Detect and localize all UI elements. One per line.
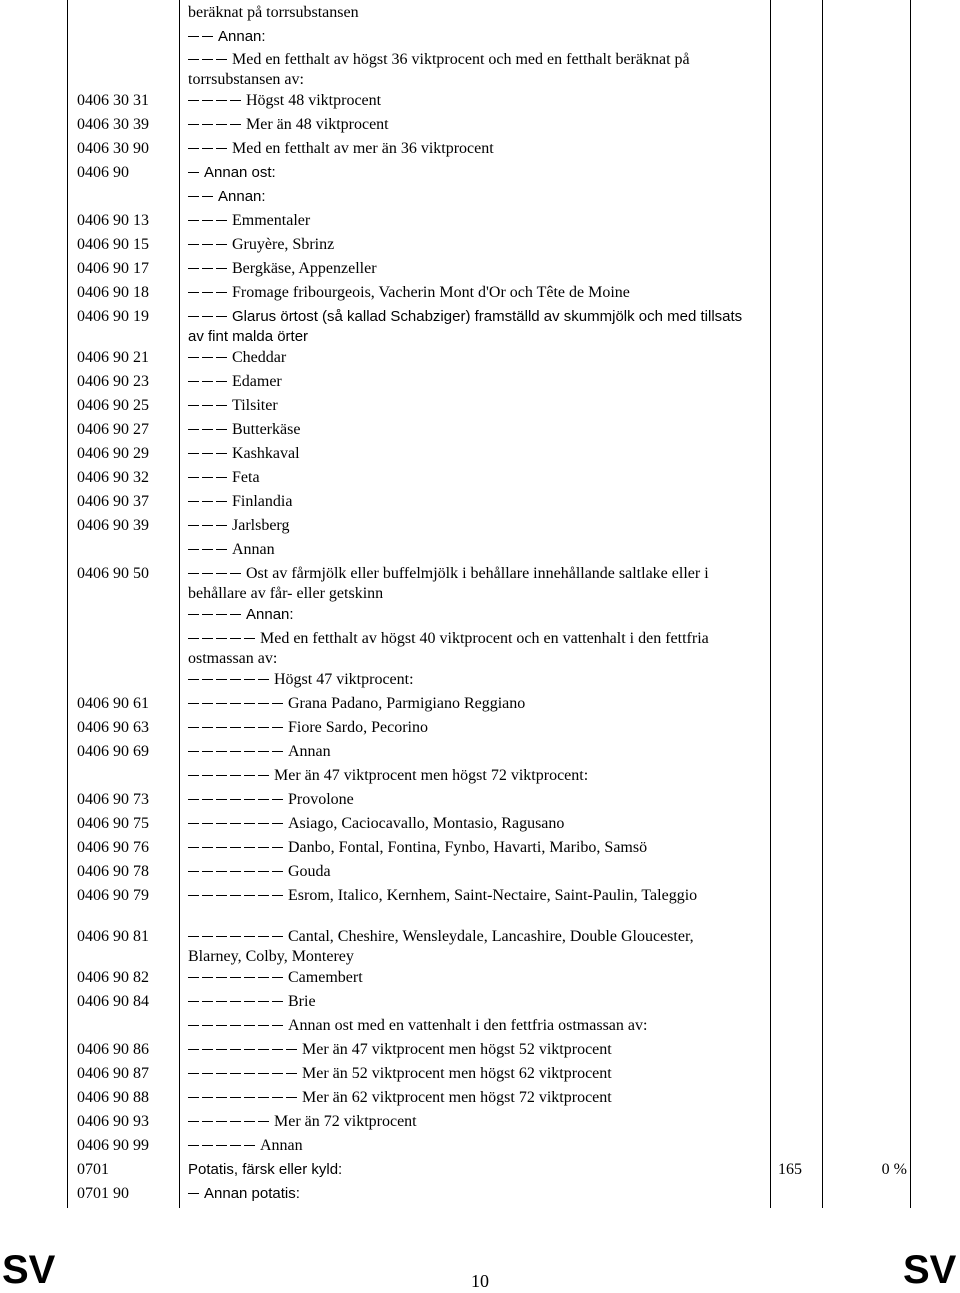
- indent-dashes: [188, 349, 230, 366]
- cn-code: 0406 30 31: [77, 92, 149, 109]
- indent-dashes: [188, 116, 244, 133]
- description: [188, 50, 743, 90]
- indent-dashes: [188, 767, 272, 784]
- cn-code: 0406 90 86: [77, 1041, 149, 1058]
- description-text: Mer än 52 viktprocent men högst 62 viktprocent: [302, 1065, 612, 1082]
- indent-dashes: [188, 565, 244, 582]
- description-text: Edamer: [232, 373, 282, 390]
- description-text: Mer än 62 viktprocent men högst 72 viktprocent: [302, 1089, 612, 1106]
- cn-code: 0406 90 13: [77, 212, 149, 229]
- description-text: Gruyère, Sbrinz: [232, 236, 335, 253]
- description-text: Annan:: [218, 28, 266, 45]
- description-text: Med en fetthalt av mer än 36 viktprocent: [232, 140, 494, 157]
- table-border-desc-rate: [770, 0, 771, 1208]
- cn-code: 0406 90 93: [77, 1113, 149, 1130]
- description-text: Provolone: [288, 791, 354, 808]
- description: [188, 1184, 743, 1204]
- indent-dashes: [188, 445, 230, 462]
- description: [188, 1040, 743, 1060]
- description-text: Butterkäse: [232, 421, 301, 438]
- description-text: Brie: [288, 993, 316, 1010]
- cn-code: 0406 90 39: [77, 517, 149, 534]
- cn-code: 0406 90 61: [77, 695, 149, 712]
- indent-dashes: [188, 373, 230, 390]
- indent-dashes: [188, 469, 230, 486]
- indent-dashes: [188, 606, 244, 623]
- indent-dashes: [188, 517, 230, 534]
- description-text: Med en fetthalt av högst 36 viktprocent och med en fetthalt beräknat på torrsubstansen av:: [188, 51, 690, 88]
- description: [188, 396, 743, 416]
- cn-code: 0406 90 75: [77, 815, 149, 832]
- indent-dashes: [188, 1185, 202, 1202]
- cn-code: 0406 90 79: [77, 887, 149, 904]
- description-text: Esrom, Italico, Kernhem, Saint-Nectaire, Saint-Paulin, Taleggio: [288, 887, 698, 904]
- description-text: Fiore Sardo, Pecorino: [288, 719, 428, 736]
- indent-dashes: [188, 969, 286, 986]
- cn-code: 0701 90: [77, 1185, 129, 1202]
- table-border-code-desc: [179, 0, 180, 1208]
- table-border-right: [910, 0, 911, 1208]
- description-text: Danbo, Fontal, Fontina, Fynbo, Havarti, Maribo, Samsö: [288, 839, 648, 856]
- description: [188, 235, 743, 255]
- description: [188, 444, 743, 464]
- description-text: Högst 47 viktprocent:: [274, 671, 414, 688]
- cn-code: 0406 90: [77, 164, 129, 181]
- description: [188, 139, 743, 159]
- description: [188, 91, 743, 111]
- indent-dashes: [188, 188, 216, 205]
- description-text: Högst 48 viktprocent: [246, 92, 382, 109]
- description-text: Annan ost med en vattenhalt i den fettfria ostmassan av:: [288, 1017, 648, 1034]
- description: [188, 742, 743, 762]
- description: [188, 348, 743, 368]
- description-text: Ost av fårmjölk eller buffelmjölk i behållare innehållande saltlake eller i behållare av får- eller getskinn: [188, 565, 709, 602]
- description-text: Annan ost:: [204, 164, 276, 181]
- indent-dashes: [188, 212, 230, 229]
- description: [188, 1160, 743, 1180]
- description-text: Cantal, Cheshire, Wensleydale, Lancashire, Double Gloucester, Blarney, Colby, Monterey: [188, 928, 694, 965]
- description-text: Tilsiter: [232, 397, 278, 414]
- cn-code: 0701: [77, 1161, 109, 1178]
- cn-code: 0406 90 50: [77, 565, 149, 582]
- description: [188, 862, 743, 882]
- indent-dashes: [188, 284, 230, 301]
- cn-code: 0406 90 23: [77, 373, 149, 390]
- description: [188, 1088, 743, 1108]
- indent-dashes: [188, 493, 230, 510]
- indent-dashes: [188, 1065, 300, 1082]
- cn-code: 0406 90 19: [77, 308, 149, 325]
- cn-code: 0406 90 63: [77, 719, 149, 736]
- description: [188, 1016, 743, 1036]
- indent-dashes: [188, 236, 230, 253]
- description: [188, 307, 743, 347]
- description-text: Emmentaler: [232, 212, 311, 229]
- description-text: Asiago, Caciocavallo, Montasio, Ragusano: [288, 815, 565, 832]
- description-text: Glarus örtost (så kallad Schabziger) framställd av skummjölk och med tillsats av fint malda örter: [188, 308, 743, 345]
- description: [188, 27, 743, 47]
- description: [188, 605, 743, 625]
- description-text: Gouda: [288, 863, 331, 880]
- description: [188, 968, 743, 988]
- indent-dashes: [188, 1137, 258, 1154]
- description: [188, 694, 743, 714]
- description-text: Annan potatis:: [204, 1185, 300, 1202]
- description: [188, 516, 743, 536]
- cn-code: 0406 90 87: [77, 1065, 149, 1082]
- description-text: Fromage fribourgeois, Vacherin Mont d'Or och Tête de Moine: [232, 284, 630, 301]
- indent-dashes: [188, 92, 244, 109]
- indent-dashes: [188, 28, 216, 45]
- description: [188, 115, 743, 135]
- description-text: Feta: [232, 469, 260, 486]
- footer-language-left: SV: [2, 1248, 56, 1292]
- description: [188, 992, 743, 1012]
- description-text: Annan:: [218, 188, 266, 205]
- description: [188, 1112, 743, 1132]
- description: [188, 1064, 743, 1084]
- page-number: 10: [471, 1271, 489, 1291]
- rate-value: 165: [778, 1161, 802, 1178]
- indent-dashes: [188, 140, 230, 157]
- description-text: Kashkaval: [232, 445, 300, 462]
- cn-code: 0406 90 18: [77, 284, 149, 301]
- cn-code: 0406 90 88: [77, 1089, 149, 1106]
- indent-dashes: [188, 630, 258, 647]
- description: [188, 790, 743, 810]
- indent-dashes: [188, 839, 286, 856]
- description-text: Bergkäse, Appenzeller: [232, 260, 377, 277]
- cn-code: 0406 90 15: [77, 236, 149, 253]
- description: [188, 814, 743, 834]
- description-text: Annan:: [246, 606, 294, 623]
- cn-code: 0406 90 84: [77, 993, 149, 1010]
- description: [188, 927, 743, 967]
- cn-code: 0406 90 25: [77, 397, 149, 414]
- description: [188, 540, 743, 560]
- description: [188, 259, 743, 279]
- cn-code: 0406 90 29: [77, 445, 149, 462]
- description: [188, 283, 743, 303]
- description: [188, 468, 743, 488]
- description: [188, 187, 743, 207]
- indent-dashes: [188, 743, 286, 760]
- footer-language-right: SV: [903, 1248, 957, 1292]
- description-text: beräknat på torrsubstansen: [188, 4, 359, 21]
- indent-dashes: [188, 397, 230, 414]
- description: [188, 564, 743, 604]
- cn-code: 0406 30 90: [77, 140, 149, 157]
- description-text: Mer än 47 viktprocent men högst 72 viktprocent:: [274, 767, 589, 784]
- description: [188, 766, 743, 786]
- cn-code: 0406 90 17: [77, 260, 149, 277]
- cn-code: 0406 90 21: [77, 349, 149, 366]
- description: [188, 838, 743, 858]
- indent-dashes: [188, 308, 230, 325]
- indent-dashes: [188, 541, 230, 558]
- description-text: Mer än 47 viktprocent men högst 52 viktprocent: [302, 1041, 612, 1058]
- cn-code: 0406 30 39: [77, 116, 149, 133]
- description-text: Camembert: [288, 969, 363, 986]
- indent-dashes: [188, 671, 272, 688]
- cn-code: 0406 90 82: [77, 969, 149, 986]
- indent-dashes: [188, 164, 202, 181]
- description-text: Annan: [288, 743, 331, 760]
- description: [188, 3, 743, 23]
- description: [188, 718, 743, 738]
- description: [188, 886, 743, 906]
- indent-dashes: [188, 863, 286, 880]
- cn-code: 0406 90 73: [77, 791, 149, 808]
- description: [188, 670, 743, 690]
- description: [188, 211, 743, 231]
- description: [188, 492, 743, 512]
- indent-dashes: [188, 815, 286, 832]
- indent-dashes: [188, 1113, 272, 1130]
- cn-code: 0406 90 76: [77, 839, 149, 856]
- indent-dashes: [188, 1017, 286, 1034]
- indent-dashes: [188, 695, 286, 712]
- indent-dashes: [188, 260, 230, 277]
- duty-value: 0 %: [881, 1161, 907, 1178]
- description-text: Potatis, färsk eller kyld:: [188, 1161, 343, 1178]
- indent-dashes: [188, 791, 286, 808]
- indent-dashes: [188, 993, 286, 1010]
- cn-code: 0406 90 37: [77, 493, 149, 510]
- description: [188, 1136, 743, 1156]
- indent-dashes: [188, 1089, 300, 1106]
- description-text: Cheddar: [232, 349, 287, 366]
- table-border-left: [67, 0, 68, 1208]
- cn-code: 0406 90 81: [77, 928, 149, 945]
- cn-code: 0406 90 78: [77, 863, 149, 880]
- cn-code: 0406 90 69: [77, 743, 149, 760]
- description-text: Mer än 72 viktprocent: [274, 1113, 417, 1130]
- indent-dashes: [188, 887, 286, 904]
- description-text: Mer än 48 viktprocent: [246, 116, 389, 133]
- indent-dashes: [188, 421, 230, 438]
- description-text: Grana Padano, Parmigiano Reggiano: [288, 695, 526, 712]
- description-text: Jarlsberg: [232, 517, 290, 534]
- description: [188, 163, 743, 183]
- description-text: Annan: [232, 541, 275, 558]
- indent-dashes: [188, 1041, 300, 1058]
- cn-code: 0406 90 32: [77, 469, 149, 486]
- indent-dashes: [188, 51, 230, 68]
- table-border-rate-duty: [822, 0, 823, 1208]
- description: [188, 372, 743, 392]
- cn-code: 0406 90 27: [77, 421, 149, 438]
- cn-code: 0406 90 99: [77, 1137, 149, 1154]
- description-text: Med en fetthalt av högst 40 viktprocent och en vattenhalt i den fettfria ostmassan av:: [188, 630, 709, 667]
- description: [188, 420, 743, 440]
- description-text: Finlandia: [232, 493, 293, 510]
- description: [188, 629, 743, 669]
- indent-dashes: [188, 719, 286, 736]
- indent-dashes: [188, 928, 286, 945]
- description-text: Annan: [260, 1137, 303, 1154]
